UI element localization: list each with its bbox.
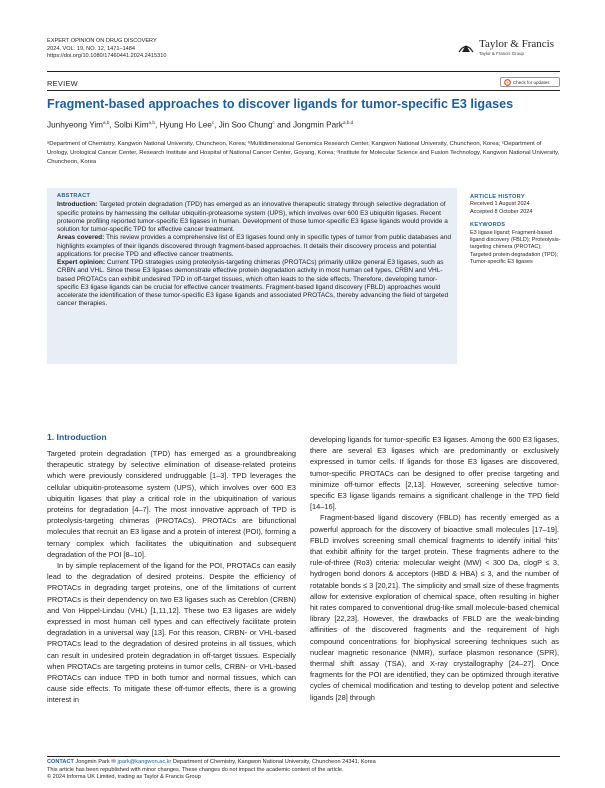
section-heading: 1. Introduction	[47, 432, 107, 442]
contact-email[interactable]: jpark@kangwon.ac.kr	[117, 759, 172, 765]
journal-volume: 2024, VOL. 19, NO. 12, 1471–1484	[47, 45, 136, 52]
paragraph: In by simple replacement of the ligand for the POI, PROTACs can easily lead to the degradation of desired proteins. Despite the efficiency of PROTACs in degrading target proteins, one of the limitations of current PROTACs is their dependency on two E3 ligases such as Cereblon (CRBN) and Von Hippel-Lindau (VHL) [1,11,12]. These two E3 ligases are widely expressed in most human cell types and can effectively facilitate protein degradation in a universal way [13]. For this reason, CRBN- or VHL-based PROTACs lead to the degradation of desired proteins in all tissues, which can result in undesired protein degradation in off-target tissues. Especially when PROTACs are targeting proteins in tumor cells, CRBN- or VHL-based PROTACs can induce TPD in both tumor and normal tissues, which can cause side effects. To mitigate these off-tumor effects, there is a growing interest in	[47, 561, 296, 705]
author-affiliation-sup: c	[272, 120, 275, 125]
journal-header	[47, 38, 166, 61]
opinion-text: Current TPD strategies using proteolysis-targeting chimeras (PROTACs) primarily utilize general E3 ligases, such as CRBN and VHL. Since these E3 ligases demonstrate effective protein degradation activity in most human cell types, CRBN and VHL-based PROTACs can exhibit undesired TPD in off-target tissues, which often leads to the side effects. Therefore, developing tumor-specific E3 ligase ligands can be crucial for effective cancer treatments. Fragment-based ligand discovery (FBLD) approaches would accelerate the identification of these tumor-specific E3 ligase ligands and associated PROTACs, thereby advancing the field of targeted cancer therapies.	[57, 259, 449, 308]
author-list	[47, 120, 353, 130]
accepted-date: Accepted 8 October 2024	[470, 208, 533, 215]
title-divider	[47, 90, 560, 91]
abstract	[57, 192, 453, 309]
author-separator: ,	[154, 120, 160, 130]
history-heading: ARTICLE HISTORY	[470, 194, 525, 200]
check-updates-button[interactable]	[500, 77, 560, 87]
intro-label: Introduction:	[57, 201, 98, 209]
refresh-icon	[504, 79, 511, 86]
author-separator: and	[274, 120, 293, 130]
publisher-emblem-icon	[457, 39, 475, 55]
left-column	[47, 448, 296, 706]
abstract-heading: ABSTRACT	[57, 193, 91, 199]
paragraph: Targeted protein degradation (TPD) has emerged as a groundbreaking therapeutic strategy by selective elimination of disease-related proteins which were previously considered undruggable [1–3]. TPD leverages the cellular ubiquitin-proteasome system (UPS), which involves over 600 E3 ubiquitin ligases that play a critical role in the ubiquitination of various proteins for degradation [4–7]. The most innovative approach of TPD is proteolysis-targeting chimeras (PROTACs). PROTACs are bifunctional molecules that recruit an E3 ligase and a protein of interest (POI), forming a ternary complex which facilitates the ubiquitination and subsequent degradation of the POI [8–10].	[47, 449, 296, 559]
areas-text: This review provides a comprehensive list of E3 ligases found only in specific types of tumor from public databases and highlights examples of their ligands discovered through fragment-based approaches. It details their discovery process and potential applications for precise TPD and effective cancer treatments.	[57, 234, 451, 258]
footer-divider	[47, 756, 560, 757]
paragraph: Fragment-based ligand discovery (FBLD) has recently emerged as a powerful approach for the discovery of bioactive small molecules [17–19]. FBLD involves screening small chemical fragments to identify initial ‘hits’ that exhibit affinity for the target protein. These fragments adhere to the rule-of-three (Ro3) criteria: molecular weight (MW) < 300 Da, clogP ≤ 3, hydrogen bond donors & acceptors (HBD & HBA) ≤ 3, and the number of rotatable bonds ≤ 3 [20,21]. The simplicity and small size of these fragments allow for extensive exploration of chemical space, often resulting in higher hit rates compared to conventional drug-like small molecule-based chemical library [22,23]. However, the drawbacks of FBLD are the weak-binding affinities of the discovered fragments and the requirement of high compound concentrations for biophysical screening techniques such as nuclear magnetic resonance (NMR), surface plasmon resonance (SPR), thermal shift assay (TSA), and X-ray crystallography [24–27]. Once fragments for the POI are identified, they can be optimized through iterative cycles of chemical modification and testing to develop potent and selective ligands [28] through	[310, 513, 559, 702]
article-type: REVIEW	[47, 79, 78, 88]
author-affiliation-sup: a,b	[103, 120, 110, 125]
abstract-introduction	[57, 201, 453, 234]
intro-text: Targeted protein degradation (TPD) has emerged as an innovative therapeutic strategy through selective degradation of specific proteins by harnessing the cellular ubiquitin-proteasome system (UPS), which involves over 600 E3 ubiquitin ligases. Recent proteome profiling reported tumor-specific E3 ligases in human. Development of those tumor-specific E3 ligase ligands would provide a solution for tumor-specific TPD for effective cancer treatment.	[57, 201, 448, 233]
opinion-label: Expert opinion:	[57, 259, 106, 266]
article-sidebar	[470, 194, 562, 267]
author-affiliation-sup: c	[211, 120, 215, 125]
publisher-brand: Taylor & Francis	[479, 38, 554, 50]
copyright: © 2024 Informa UK Limited, trading as Taylor & Francis Group	[47, 774, 201, 781]
contact-footer	[47, 759, 560, 782]
received-date: Received 1 August 2024	[470, 201, 530, 208]
article-title: Fragment-based approaches to discover ligands for tumor-specific E3 ligases	[47, 97, 514, 111]
keywords-heading: KEYWORDS	[470, 222, 506, 229]
publisher-sub: Taylor & Francis Group	[479, 51, 524, 56]
author-name[interactable]: Jongmin Park	[292, 120, 343, 130]
right-column	[310, 434, 559, 703]
author-affiliation-sup: a,b,d	[343, 120, 354, 125]
author-separator: ,	[109, 120, 114, 130]
author-name[interactable]: Junhyeong Yim	[47, 120, 103, 130]
contact-dept: Department of Chemistry, Kangwon National University, Chuncheon 24341, Korea	[171, 759, 376, 765]
paragraph: developing ligands for tumor-specific E3 ligases. Among the 600 E3 ligases, there are several E3 ligases which are predominantly or exclusively expressed in tumor cells. If ligands for those E3 ligases are discovered, tumor-specific PROTACs can be designed to offer precise targeting and minimize off-tumor effects [2,13]. However, screening selective tumor-specific E3 ligase ligands remains a significant challenge in the TPD field [14–16].	[310, 435, 559, 512]
abstract-opinion	[57, 259, 453, 309]
publisher-logo[interactable]	[457, 38, 554, 56]
abstract-areas	[57, 234, 453, 259]
check-updates-label: Check for updates	[513, 79, 550, 85]
keywords-text: E3 ligase ligand; Fragment-based ligand discovery (FBLD); Proteolysis-targeting chimera (PROTAC); Targeted protein degradation (TPD); Tumor-specific E3 ligases	[470, 229, 561, 266]
contact-label: CONTACT	[47, 759, 74, 765]
author-name[interactable]: Solbi Kim	[113, 120, 149, 130]
journal-name: EXPERT OPINION ON DRUG DISCOVERY	[47, 38, 157, 44]
author-name[interactable]: Hyung Ho Lee	[159, 120, 212, 130]
contact-line	[47, 759, 560, 767]
journal-doi[interactable]: https://doi.org/10.1080/17460441.2024.2415310	[47, 53, 167, 60]
email-icon: ✉	[111, 759, 116, 765]
author-separator: ,	[214, 120, 219, 130]
affiliations: ᵃDepartment of Chemistry, Kangwon National University, Chuncheon, Korea; ᵇMultidimensional Genomics Research Center, Kangwon National University, Chuncheon, Korea; ᶜDepartment of Urology, Urological Cancer Center, Research Institute and Hospital of National Cancer Center, Goyang, Korea; ᵈInstitute for Molecular Science and Fusion Technology, Kangwon National University, Chuncheon, Korea	[47, 141, 560, 165]
areas-label: Areas covered:	[57, 234, 105, 242]
author-name[interactable]: Jin Soo Chung	[218, 120, 273, 130]
republish-note: This article has been republished with minor changes. These changes do not impact the academic content of the article.	[47, 766, 344, 773]
header-divider	[47, 71, 560, 72]
author-affiliation-sup: a,b	[148, 120, 155, 125]
contact-name: Jongmin Park	[73, 759, 112, 765]
